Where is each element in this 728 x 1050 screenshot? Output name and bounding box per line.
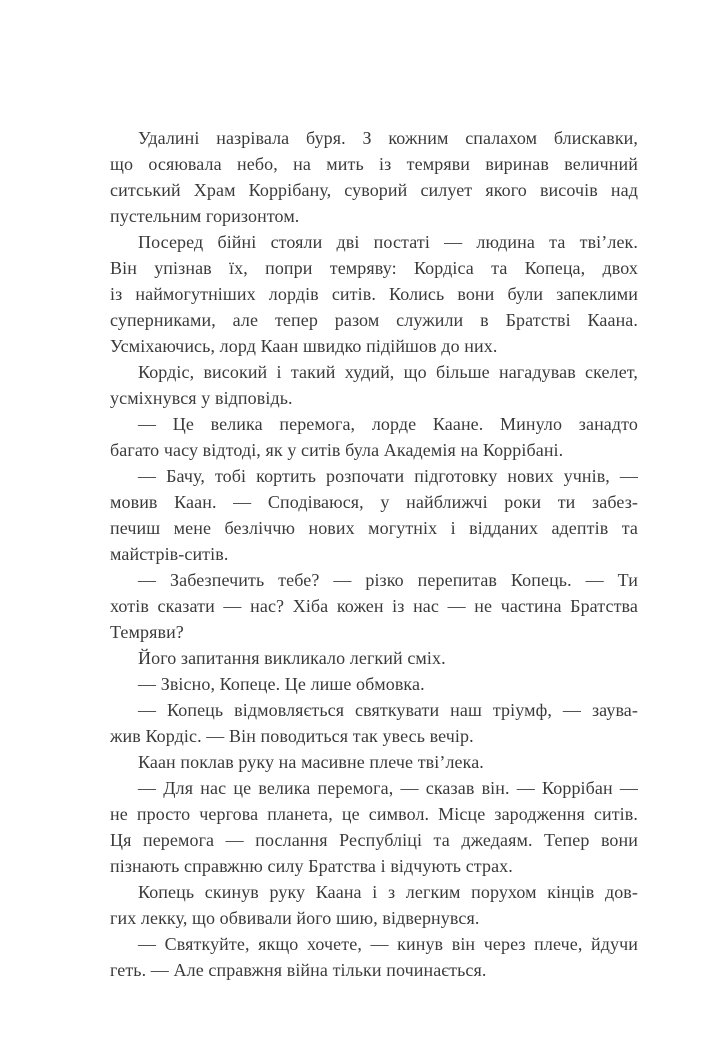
paragraph: [110, 645, 638, 671]
text-line: геть. — Але справжня війна тільки починається.: [110, 960, 487, 980]
text-line: не просто чергова планета, це символ. Місце зародження ситів.: [110, 804, 638, 824]
text-line: Копець скинув руку Каана і з легким порухом кінців дов-: [138, 882, 638, 902]
text-line: — Для нас це велика перемога, — сказав він. — Коррібан —: [138, 778, 638, 798]
text-line: що осяювала небо, на мить із темряви виринав величний: [110, 154, 638, 174]
text-line: Посеред бійні стояли дві постаті — людина та тві’лек.: [138, 232, 638, 252]
text-line: Усміхаючись, лорд Каан швидко підійшов до них.: [110, 336, 498, 356]
paragraph: [110, 125, 638, 229]
text-line: пустельним горизонтом.: [110, 206, 300, 226]
text-line: із наймогутніших лордів ситів. Колись вони були запеклими: [110, 284, 638, 304]
text-line: суперниками, але тепер разом служили в Братстві Каана.: [110, 310, 638, 330]
text-line: хотів сказати — нас? Хіба кожен із нас — не частина Братства: [110, 596, 638, 616]
paragraph: [110, 775, 638, 879]
text-line: — Копець відмовляється святкувати наш тріумф, — заува-: [138, 700, 638, 720]
text-line: усміхнувся у відповідь.: [110, 388, 293, 408]
text-line: Каан поклав руку на масивне плече тві’лека.: [138, 752, 484, 772]
text-line: майстрів-ситів.: [110, 544, 229, 564]
text-line: Темряви?: [110, 622, 184, 642]
text-line: Його запитання викликало легкий сміх.: [138, 648, 446, 668]
text-line: мовив Каан. — Сподіваюся, у найближчі роки ти забез-: [110, 492, 638, 512]
text-line: — Це велика перемога, лорде Каане. Минуло занадто: [138, 414, 638, 434]
text-line: Кордіс, високий і такий худий, що більше нагадував скелет,: [138, 362, 638, 382]
text-line: — Бачу, тобі кортить розпочати підготовку нових учнів, —: [138, 466, 638, 486]
paragraph: [110, 671, 638, 697]
paragraph: [110, 463, 638, 567]
text-line: пізнають справжню силу Братства і відчують страх.: [110, 856, 513, 876]
paragraph: [110, 567, 638, 645]
text-line: Удалині назрівала буря. З кожним спалахом блискавки,: [138, 128, 638, 148]
text-line: — Святкуйте, якщо хочете, — кинув він через плече, йдучи: [138, 934, 638, 954]
text-line: ситський Храм Коррібану, суворий силует якого височів над: [110, 180, 638, 200]
paragraph: [110, 697, 638, 749]
text-line: гих лекку, що обвивали його шию, відвернувся.: [110, 908, 480, 928]
paragraph: [110, 411, 638, 463]
text-line: багато часу відтоді, як у ситів була Академія на Коррібані.: [110, 440, 564, 460]
paragraph: [110, 749, 638, 775]
text-line: — Забезпечить тебе? — різко перепитав Копець. — Ти: [138, 570, 638, 590]
paragraph: [110, 229, 638, 359]
text-line: — Звісно, Копеце. Це лише обмовка.: [138, 674, 425, 694]
paragraph: [110, 879, 638, 931]
text-line: жив Кордіс. — Він поводиться так увесь вечір.: [110, 726, 474, 746]
paragraph: [110, 359, 638, 411]
paragraph: [110, 931, 638, 983]
text-line: печиш мене безліччю нових могутніх і відданих адептів та: [110, 518, 638, 538]
text-block: [110, 125, 638, 983]
text-line: Ця перемога — послання Республіці та джедаям. Тепер вони: [110, 830, 638, 850]
text-line: Він упізнав їх, попри темряву: Кордіса та Копеца, двох: [110, 258, 638, 278]
